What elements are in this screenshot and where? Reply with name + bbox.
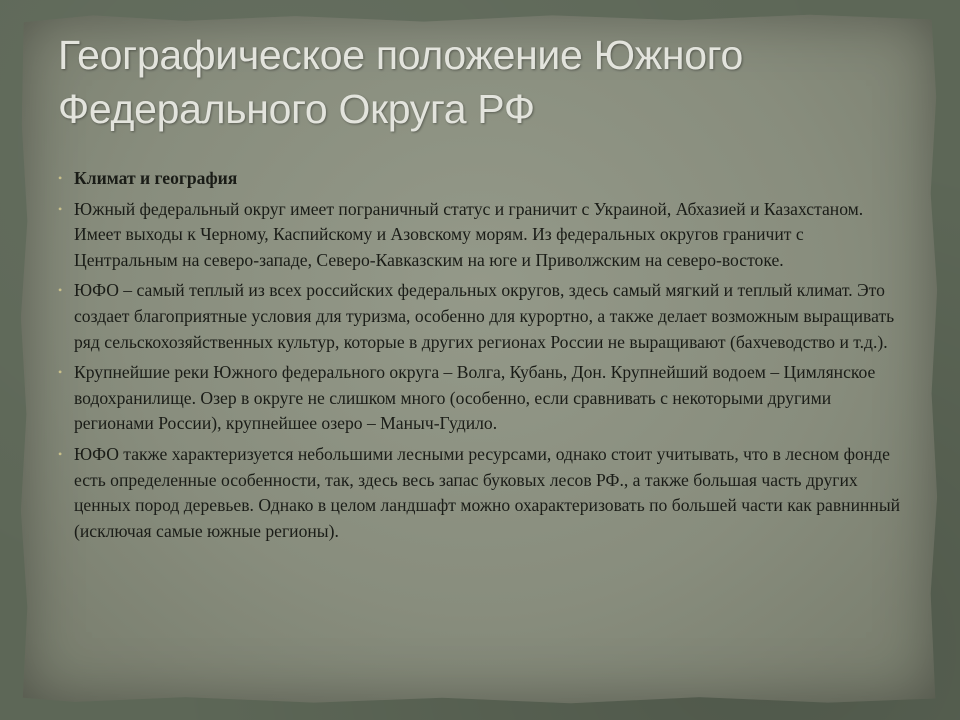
bullet-text: ЮФО – самый теплый из всех российских федеральных округов, здесь самый мягкий и теплый климат. Это создает благоприятные условия для туризма, особенно для курортно, а также делает возможным выращивать ряд сельскохозяйственных культур, которые в других регионах России не выращивают (бахчеводство и т.д.). [74, 280, 895, 352]
bullet-icon: • [58, 446, 63, 461]
bullet-icon: • [58, 283, 63, 298]
bullet-text: Климат и география [74, 168, 238, 188]
bullet-text: Южный федеральный округ имеет пограничный статус и граничит с Украиной, Абхазией и Казахстаном. Имеет выходы к Черному, Каспийскому и Азовскому морям. Из федеральных округов граничит с Центральным на северо-западе, Северо-Кавказским на юге и Приволжским на северо-востоке. [74, 198, 864, 270]
bullet-text: ЮФО также характеризуется небольшими лесными ресурсами, однако стоит учитывать, что в лесном фонде есть определенные особенности, так, здесь весь запас буковых лесов РФ., а также большая часть других ценных пород деревьев. Однако в целом ландшафт можно охарактеризовать по большей части как равнинный (исключая самые южные регионы). [74, 443, 901, 541]
bullet-list [56, 166, 906, 549]
bullet-item-borders [56, 197, 906, 274]
bullet-item-climate [56, 278, 906, 355]
bullet-icon: • [58, 171, 63, 185]
slide-title: Географическое положение Южного Федерального Округа РФ [58, 32, 743, 132]
bullet-text: Крупнейшие реки Южного федерального округа – Волга, Кубань, Дон. Крупнейший водоем – Цимлянское водохранилище. Озер в округе не слишком много (особенно, если сравнивать с некоторыми другими регионами России), крупнейшее озеро – Маныч-Гудило. [74, 362, 876, 434]
bullet-item-rivers [56, 360, 906, 437]
bullet-icon: • [58, 201, 63, 216]
bullet-icon: • [58, 365, 63, 380]
bullet-item-climate-heading [56, 166, 906, 192]
bullet-item-forests [56, 442, 906, 544]
